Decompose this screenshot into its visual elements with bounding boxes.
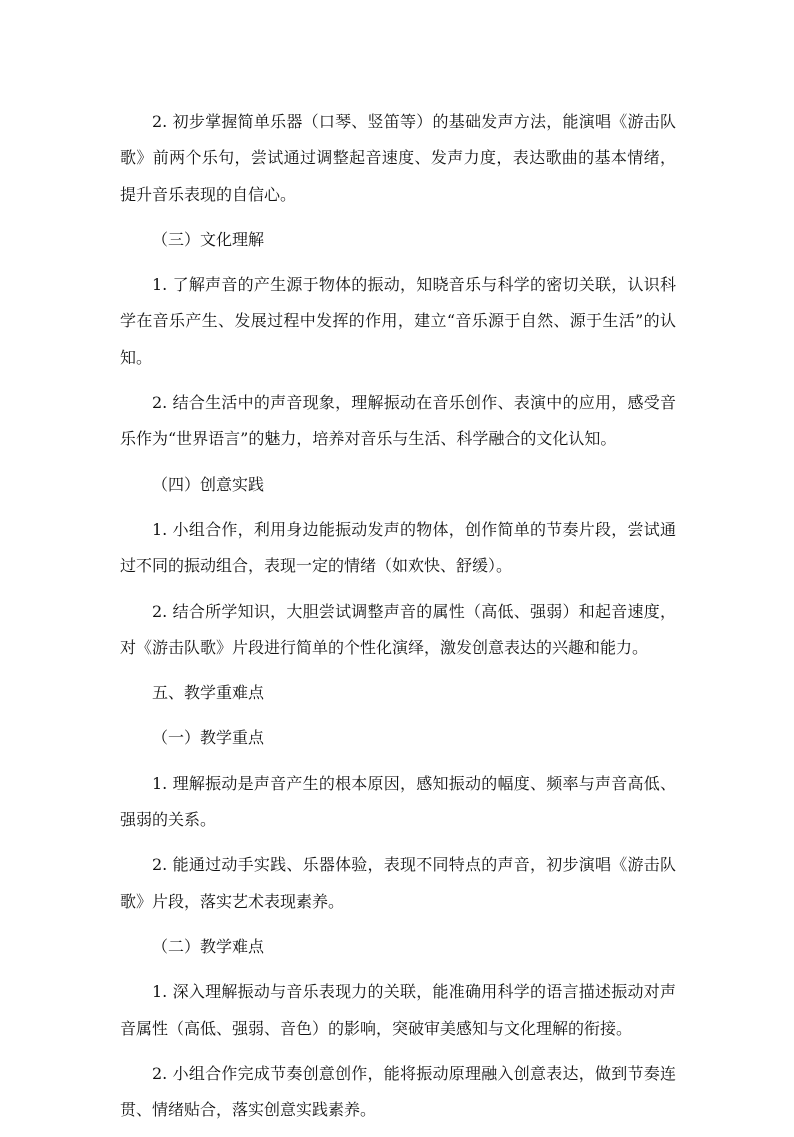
paragraph-difficult-item-2: 2. 小组合作完成节奏创意创作，能将振动原理融入创意表达，做到节奏连贯、情绪贴合，落实创意实践素养。 — [120, 1063, 676, 1120]
heading-cultural-understanding: （三）文化理解 — [152, 229, 265, 249]
paragraph-creative-item-2: 2. 结合所学知识，大胆尝试调整声音的属性（高低、强弱）和起音速度，对《游击队歌》片段进行简单的个性化演绎，激发创意表达的兴趣和能力。 — [120, 601, 676, 657]
paragraph-performance-item-2: 2. 初步掌握简单乐器（口琴、竖笛等）的基础发声方法，能演唱《游击队歌》前两个乐句，尝试通过调整起音速度、发声力度，表达歌曲的基本情绪，提升音乐表现的自信心。 — [120, 112, 676, 204]
paragraph-key-item-1: 1. 理解振动是声音产生的根本原因，感知振动的幅度、频率与声音高低、强弱的关系。 — [120, 773, 676, 830]
document-body — [120, 104, 676, 1137]
heading-creative-practice: （四）创意实践 — [152, 474, 265, 494]
heading-key-points: （一）教学重点 — [152, 728, 265, 748]
paragraph-culture-item-2: 2. 结合生活中的声音现象，理解振动在音乐创作、表演中的应用，感受音乐作为“世界语言”的魅力，培养对音乐与生活、科学融合的文化认知。 — [120, 393, 676, 449]
paragraph-culture-item-1: 1. 了解声音的产生源于物体的振动，知晓音乐与科学的密切关联，认识科学在音乐产生、发展过程中发挥的作用，建立“音乐源于自然、源于生活”的认知。 — [120, 275, 676, 367]
heading-difficult-points: （二）教学难点 — [152, 936, 265, 956]
paragraph-creative-item-1: 1. 小组合作，利用身边能振动发声的物体，创作简单的节奏片段，尝试通过不同的振动组合，表现一定的情绪（如欢快、舒缓）。 — [120, 519, 676, 576]
paragraph-difficult-item-1: 1. 深入理解振动与音乐表现力的关联，能准确用科学的语言描述振动对声音属性（高低、强弱、音色）的影响，突破审美感知与文化理解的衔接。 — [120, 982, 676, 1038]
heading-key-difficult-points: 五、教学重难点 — [152, 683, 265, 703]
paragraph-key-item-2: 2. 能通过动手实践、乐器体验，表现不同特点的声音，初步演唱《游击队歌》片段，落实艺术表现素养。 — [120, 855, 676, 911]
